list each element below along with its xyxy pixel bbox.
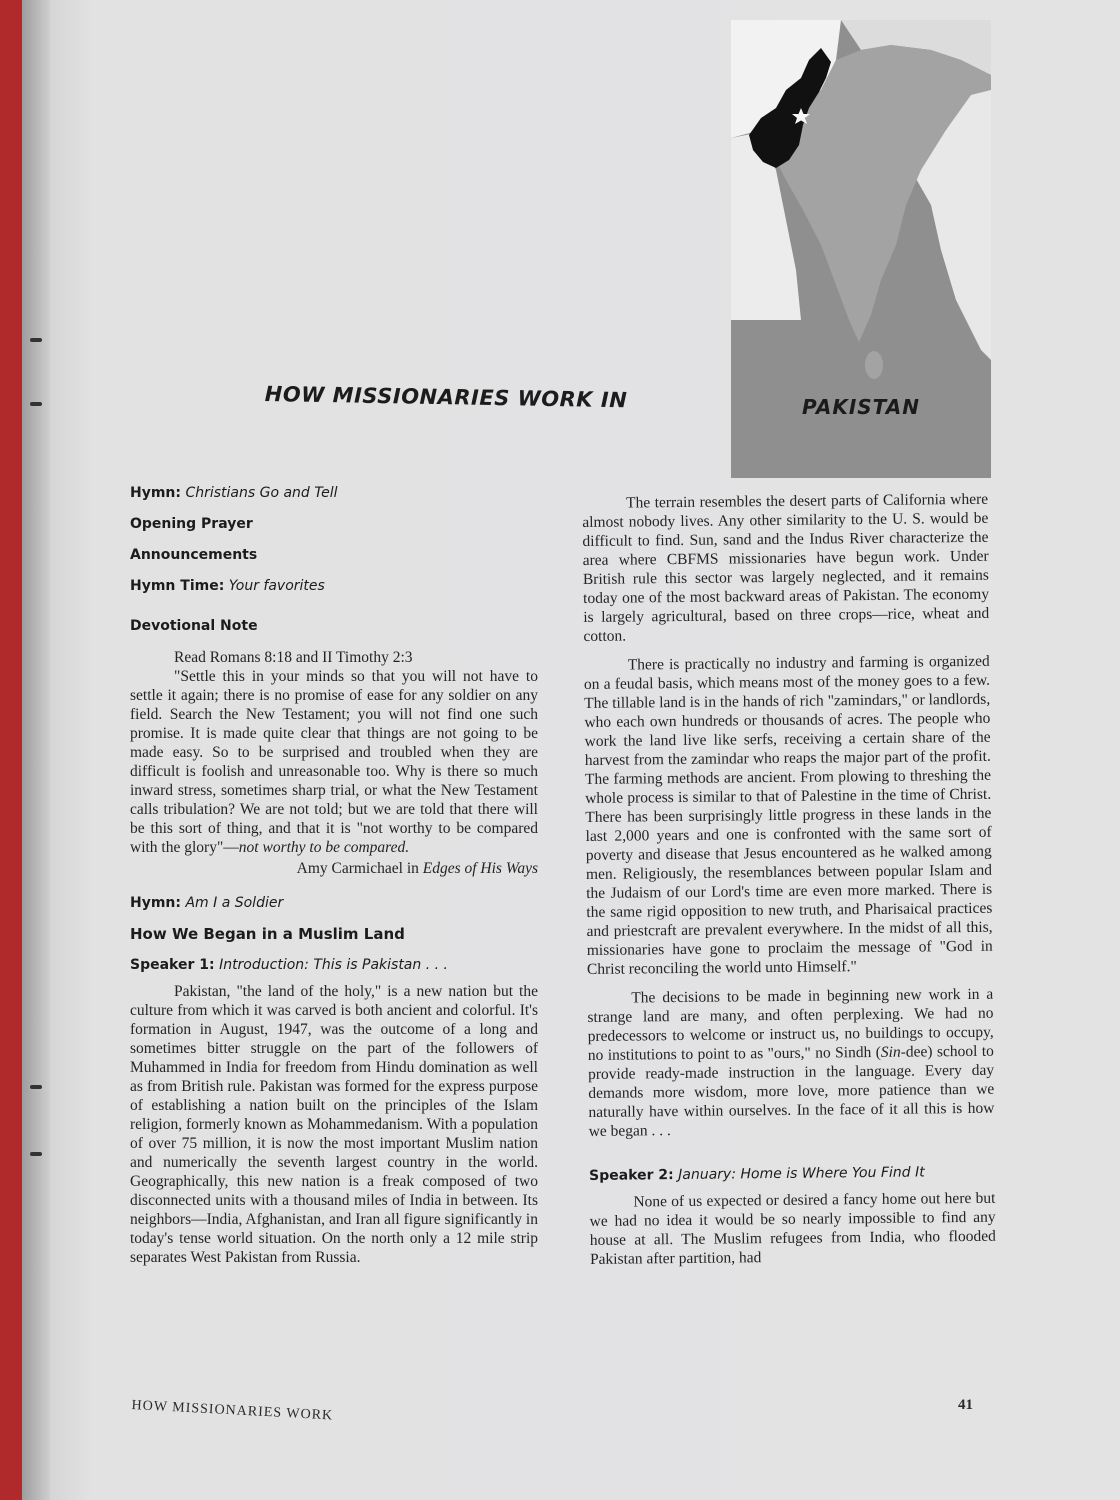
binding-stitch <box>30 1085 42 1089</box>
binding-stitch <box>30 338 42 342</box>
binding-gutter <box>22 0 50 1500</box>
page-number: 41 <box>958 1397 973 1413</box>
section-heading: How We Began in a Muslim Land <box>130 925 405 943</box>
program-item-hymn-time: Hymn Time: Your favorites <box>130 578 325 594</box>
running-footer: HOW MISSIONARIES WORK <box>131 1398 334 1424</box>
devotional-quote: "Settle this in your minds so that you will not have to settle it again; there is no promise of ease for any soldier on any field. Search the New Testament; you will not find one such promise. It is made quite clear that things are not going to be made easy. So to be surprised and troubled when they are difficult is foolish and unreasonable too. Why is there so much inward stress, sometimes sharp trial, or what the New Testament calls tribulation? We are not told; but we are told that there will be this sort of thing, and that it is "not worthy to be compared with the glory"—not worthy to be compared. <box>130 668 538 856</box>
speaker-1-heading: Speaker 1: Introduction: This is Pakistan . . . <box>130 957 448 973</box>
decisions-paragraph: The decisions to be made in beginning new work in a strange land are many, and often perplexing. We had no predecessors to welcome or instruct us, no buildings to occupy, no institutions to point to as "ours," no Sindh (Sin-dee) school to provide ready-made instruction in the language. Every day demands more wisdom, more love, more patience than we naturally have within ourselves. In the face of it all this is how we began . . . <box>587 985 995 1140</box>
left-column <box>130 484 538 1277</box>
program-item-hymn-2: Hymn: Am I a Soldier <box>130 895 284 911</box>
speaker-1-text: Pakistan, "the land of the holy," is a new nation but the culture from which it was carved is both ancient and colorful. It's formation in August, 1947, was the outcome of a long and sometimes bitter struggle on the part of the followers of Muhammed in India for freedom from Hindu domination as well as from British rule. Pakistan was formed for the express purpose of establishing a nation built on the principles of the Islam religion, formerly known as Mohammedanism. With a population of over 75 million, it is now the most important Muslim nation and numerically the seventh largest country in the world. Geographically, this new nation is a freak composed of two disconnected units with a thousand miles of India in between. Its neighbors—India, Afghanistan, and Iran all figure significantly in today's tense world situation. On the north only a 12 mile strip separates West Pakistan from Russia. <box>130 983 538 1266</box>
map-country-label: PAKISTAN <box>802 395 920 419</box>
book-page <box>22 0 1120 1500</box>
right-column <box>582 490 996 1279</box>
page-title: HOW MISSIONARIES WORK IN <box>264 382 628 413</box>
terrain-paragraph: The terrain resembles the desert parts of California where almost nobody lives. Any other similarity to the U. S. would be difficult to find. Sun, sand and the Indus River characterize the area where CBFMS missionaries have begun work. Under British rule this sector was largely neglected, and it remains today one of the most backward areas of Pakistan. The economy is largely agricultural, based on three crops—rice, wheat and cotton. <box>582 490 990 645</box>
devotional-citation: Amy Carmichael in Edges of His Ways <box>296 860 538 877</box>
binding-stitch <box>30 402 42 406</box>
program-item-hymn: Hymn: Christians Go and Tell <box>130 485 338 501</box>
speaker-2-heading: Speaker 2: January: Home is Where You Find It <box>589 1164 925 1184</box>
devotional-reference: Read Romans 8:18 and II Timothy 2:3 <box>174 649 413 666</box>
program-item-announcements: Announcements <box>130 547 258 563</box>
devotional-heading: Devotional Note <box>130 618 258 634</box>
pakistan-map <box>731 20 991 478</box>
speaker-2-text: None of us expected or desired a fancy home out here but we had no idea it would be so nearly impossible to find any house at all. The Muslim refugees from India, who flooded Pakistan after partition, had <box>589 1189 996 1268</box>
program-item-opening-prayer: Opening Prayer <box>130 516 253 532</box>
binding-stitch <box>30 1152 42 1156</box>
economy-paragraph: There is practically no industry and farming is organized on a feudal basis, which means most of the money goes to a few. The tillable land is in the hands of rich "zamindars," or landlords, who each own hundreds or thousands of acres. The people who work the land live like serfs, receiving a certain share of the harvest from the zamindar who reaps the major part of the profit. The farming methods are ancient. From plowing to threshing the whole process is similar to that of Palestine in the time of Christ. There has been surprisingly little progress in these lands in the last 2,000 years and one is confronted with the same sort of poverty and disease that Jesus encountered as he walked among men. Religiously, the resemblances between popular Islam and the Judaism of our Lord's time are even more marked. There is the same rigid opposition to new truth, and Pharisaical practices and priestcraft are prevalent everywhere. In the midst of all this, missionaries have gone to proclaim the message of "God in Christ reconciling the world unto Himself." <box>583 652 993 978</box>
